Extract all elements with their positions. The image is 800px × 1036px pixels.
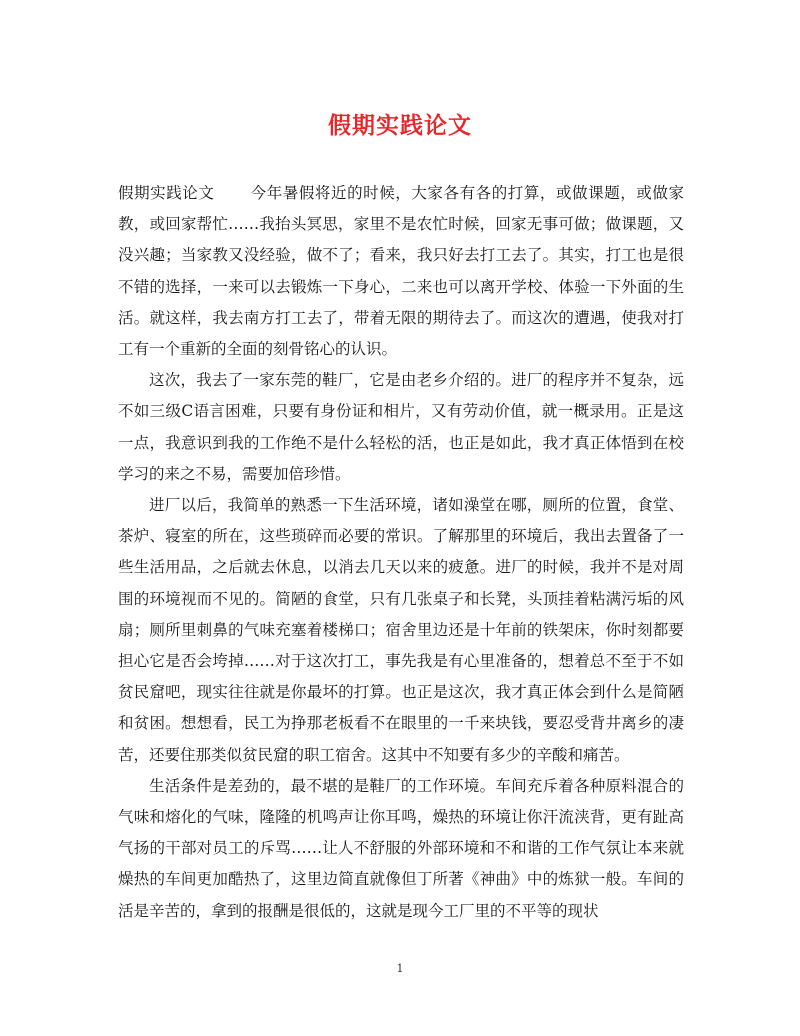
document-body [118,178,684,927]
body-paragraph-working-conditions: 生活条件是差劲的，最不堪的是鞋厂的工作环境。车间充斥着各种原料混合的气味和熔化的气味，隆隆的机鸣声让你耳鸣，燥热的环境让你汗流浃背，更有趾高气扬的干部对员工的斥骂……让人不舒服的外部环境和不和谐的工作气氛让本来就燥热的车间更加酷热了，这里边简直就像但丁所著《神曲》中的炼狱一般。车间的活是辛苦的，拿到的报酬是很低的，这就是现今工厂里的不平等的现状 [118,776,684,920]
lead-paragraph [118,178,684,365]
lead-text: 今年暑假将近的时候，大家各有各的打算，或做课题，或做家教，或回家帮忙……我抬头冥思，家里不是农忙时候，回家无事可做；做课题，又没兴趣；当家教又没经验，做不了；看来，我只好去打工去了。其实，打工也是很不错的选择，一来可以去锻炼一下身心，二来也可以离开学校、体验一下外面的生活。就这样，我去南方打工去了，带着无限的期待去了。而这次的遭遇，使我对打工有一个重新的全面的刻骨铭心的认识。 [118,184,684,359]
body-paragraph-shoe-factory: 这次，我去了一家东莞的鞋厂，它是由老乡介绍的。进厂的程序并不复杂，远不如三级C语言困难，只要有身份证和相片，又有劳动价值，就一概录用。正是这一点，我意识到我的工作绝不是什么轻松的活，也正是如此，我才真正体悟到在校学习的来之不易，需要加倍珍惜。 [118,371,684,483]
document-title: 假期实践论文 [328,112,472,139]
page-number: 1 [396,962,404,975]
body-paragraph-living-environment: 进厂以后，我简单的熟悉一下生活环境，诸如澡堂在哪，厕所的位置，食堂、茶炉、寝室的所在，这些琐碎而必要的常识。了解那里的环境后，我出去置备了一些生活用品，之后就去休息，以消去几天以来的疲惫。进厂的时候，我并不是对周围的环境视而不见的。简陋的食堂，只有几张桌子和长凳，头顶挂着粘满污垢的风扇；厕所里刺鼻的气味充塞着楼梯口；宿舍里边还是十年前的铁架床，你时刻都要担心它是否会垮掉……对于这次打工，事先我是有心里准备的，想着总不至于不如贫民窟吧，现实往往就是你最坏的打算。也正是这次，我才真正体会到什么是简陋和贫困。想想看，民工为挣那老板看不在眼里的一千来块钱，要忍受背井离乡的凄苦，还要住那类似贫民窟的职工宿舍。这其中不知要有多少的辛酸和痛苦。 [118,496,684,764]
lead-label: 假期实践论文 [118,184,215,202]
